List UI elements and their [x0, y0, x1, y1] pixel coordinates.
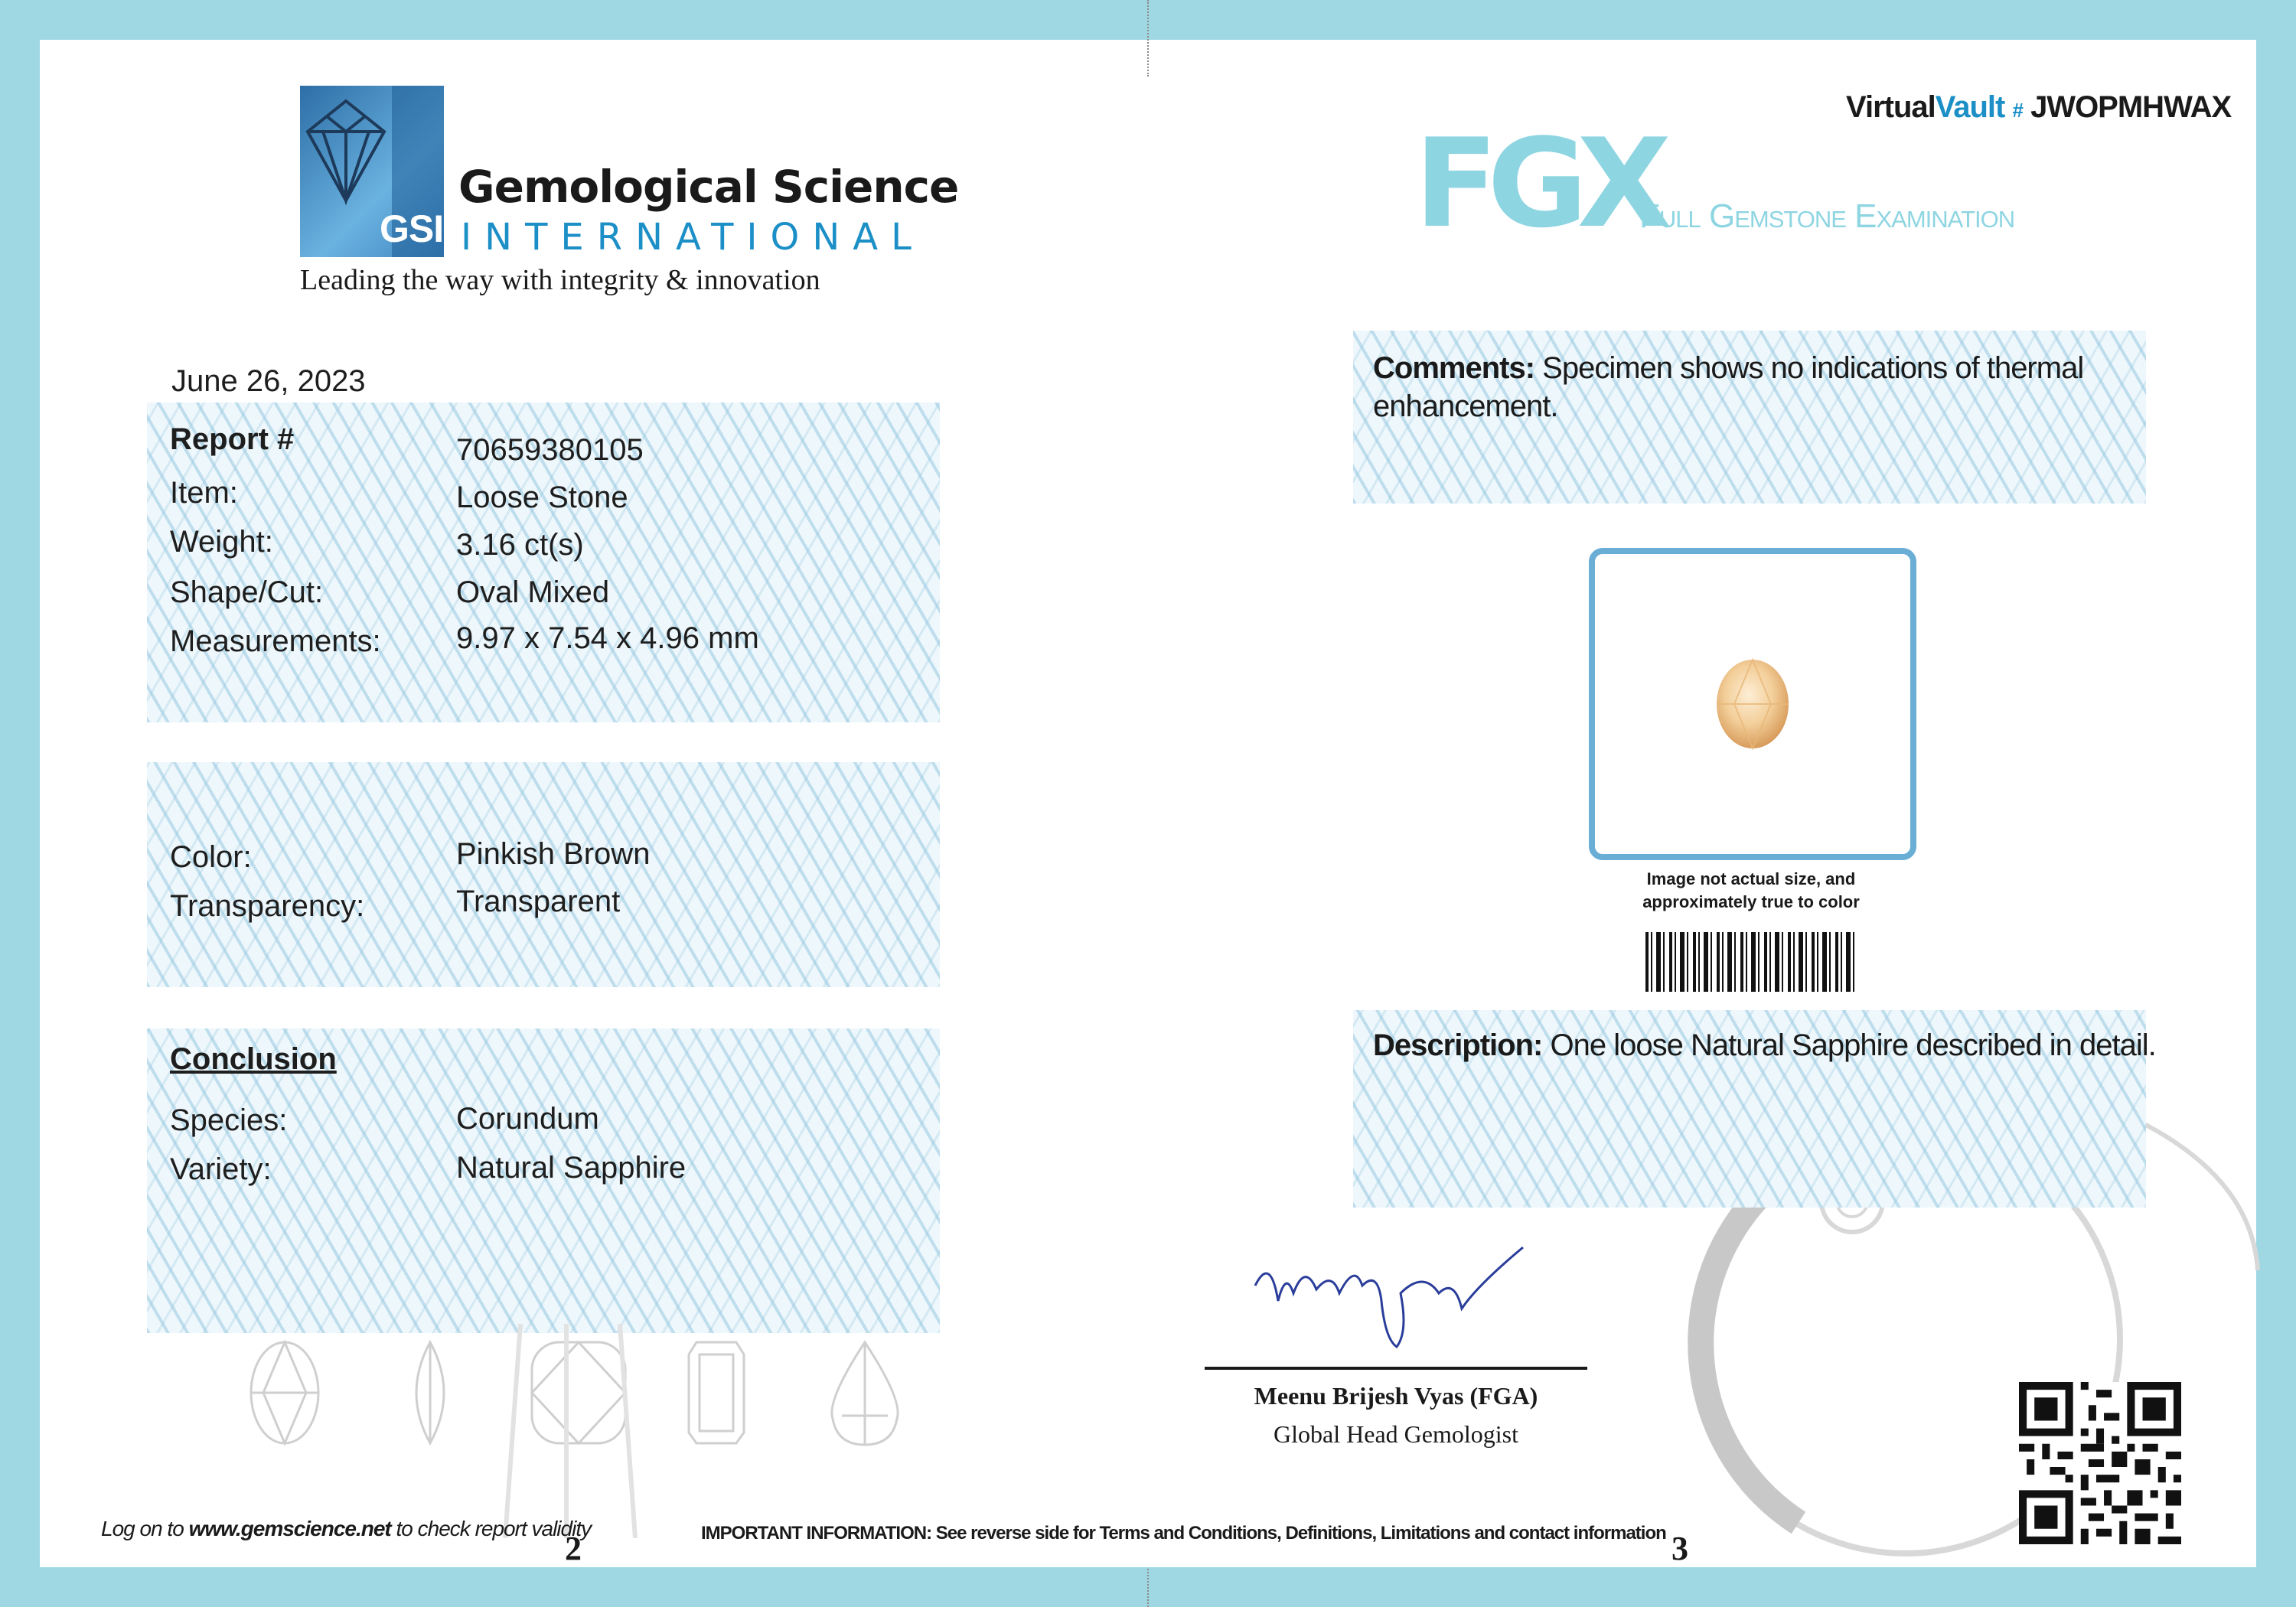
shape-cut-value: Oval Mixed	[456, 575, 610, 609]
website-link[interactable]: www.gemscience.net	[188, 1517, 391, 1540]
color-value: Pinkish Brown	[456, 837, 651, 871]
cushion-cut-outline-icon	[532, 1342, 625, 1443]
color-label: Color:	[170, 840, 252, 874]
gemologist-signature	[1247, 1240, 1538, 1362]
verification-note	[101, 1517, 591, 1541]
barcode	[1645, 932, 1855, 992]
gem-shapes-illustration	[230, 1324, 918, 1538]
signature-line	[1205, 1367, 1587, 1370]
fold-line-bottom	[1147, 1569, 1149, 1607]
species-label: Species:	[170, 1103, 288, 1137]
item-label: Item:	[170, 476, 238, 510]
report-number-value: 70659380105	[456, 433, 644, 467]
oval-cut-outline-icon	[251, 1342, 318, 1443]
gsi-logo-badge	[300, 86, 444, 257]
important-information: IMPORTANT INFORMATION: See reverse side for Terms and Conditions, Definitions, Limitations and contact information	[701, 1523, 1666, 1543]
report-number-label: Report #	[170, 422, 295, 456]
weight-label: Weight:	[170, 525, 273, 559]
description-value: One loose Natural Sapphire described in detail.	[1550, 1028, 2156, 1062]
emerald-cut-outline-icon	[689, 1342, 744, 1443]
variety-label: Variety:	[170, 1152, 272, 1186]
transparency-value: Transparent	[456, 885, 621, 918]
shape-cut-label: Shape/Cut:	[170, 575, 324, 609]
vault-accent: Vault	[1935, 90, 2005, 124]
comments-label: Comments:	[1373, 351, 1535, 385]
comments-line2: enhancement.	[1373, 390, 1558, 423]
verification-prefix: Log on to	[101, 1517, 189, 1540]
gemologist-title: Global Head Gemologist	[1274, 1420, 1518, 1448]
vault-code: JWOPMHWAX	[2030, 90, 2232, 124]
page-number-right: 3	[1671, 1530, 1688, 1567]
variety-value: Natural Sapphire	[456, 1151, 687, 1185]
species-value: Corundum	[456, 1102, 599, 1136]
gsi-badge-text: GSI	[380, 207, 444, 250]
conclusion-title: Conclusion	[170, 1042, 337, 1076]
gemstone-photo-frame	[1589, 548, 1916, 860]
vault-hash: #	[2012, 99, 2023, 122]
image-note	[1589, 868, 1913, 914]
pear-cut-outline-icon	[832, 1342, 898, 1445]
measurements-label: Measurements:	[170, 624, 381, 658]
gemologist-name: Meenu Brijesh Vyas (FGA)	[1254, 1382, 1538, 1410]
description-text	[1373, 1028, 2156, 1063]
item-value: Loose Stone	[456, 481, 628, 514]
page-number-left: 2	[565, 1530, 582, 1567]
gsi-tagline: Leading the way with integrity & innovation	[300, 264, 820, 296]
virtual-vault-id	[1846, 90, 2231, 125]
light-beam-decoration	[505, 1324, 635, 1538]
qr-code[interactable]	[2019, 1382, 2181, 1544]
transparency-label: Transparency:	[170, 889, 365, 923]
fgx-title: Full Gemstone Examination	[1639, 197, 2015, 235]
comments-text	[1373, 349, 2083, 425]
description-label: Description:	[1373, 1028, 1543, 1062]
image-note-line1: Image not actual size, and	[1646, 869, 1856, 888]
fgx-letters: FGX	[1414, 112, 1661, 255]
vault-prefix: Virtual	[1846, 90, 1936, 124]
verification-suffix: to check report validity	[390, 1517, 592, 1540]
gemstone-photo	[1595, 554, 1910, 854]
marquise-cut-outline-icon	[416, 1342, 444, 1443]
weight-value: 3.16 ct(s)	[456, 528, 584, 562]
gsi-logo	[300, 84, 959, 306]
fold-line-top	[1147, 0, 1149, 77]
gsi-name-line1: Gemological Science	[458, 161, 959, 213]
report-date: June 26, 2023	[171, 364, 366, 398]
image-note-line2: approximately true to color	[1642, 892, 1860, 911]
fgx-logo	[1414, 112, 2042, 255]
measurements-value: 9.97 x 7.54 x 4.96 mm	[456, 621, 759, 655]
gsi-name-line2: INTERNATIONAL	[461, 216, 925, 259]
comments-line1: Specimen shows no indications of thermal	[1542, 351, 2084, 385]
color-panel	[147, 762, 940, 987]
